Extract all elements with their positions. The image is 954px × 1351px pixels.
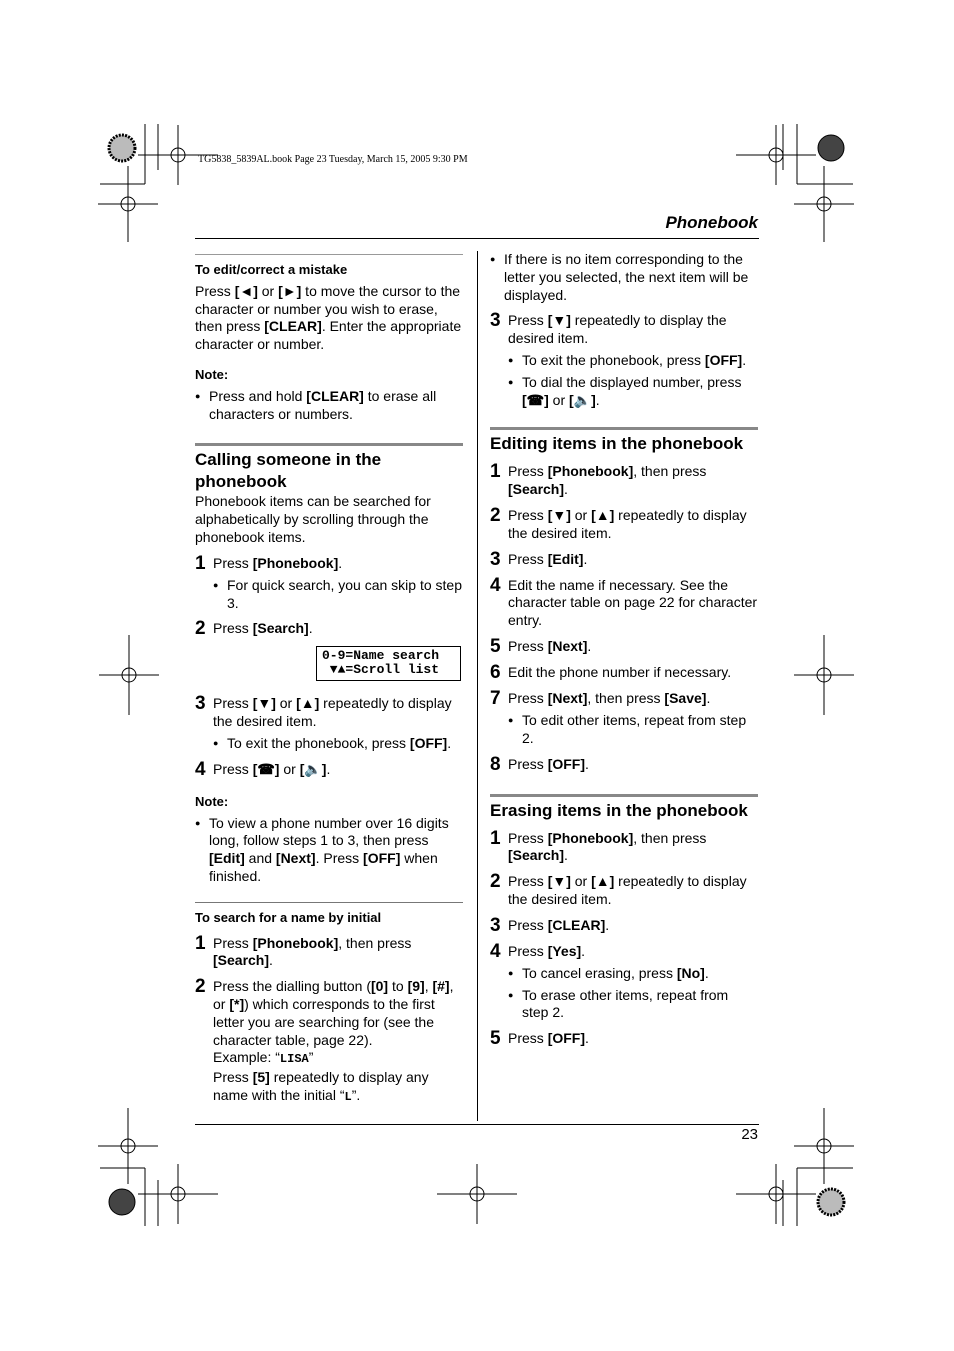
- text-run: ”.: [351, 1086, 361, 1103]
- step-number: 1: [195, 552, 206, 574]
- bullet-item: [508, 712, 758, 748]
- step-text: [213, 620, 463, 638]
- key-label: [0]: [370, 978, 389, 995]
- step-text: [508, 690, 758, 708]
- page-number: 23: [741, 1126, 758, 1143]
- step-number: 4: [490, 574, 501, 596]
- edit-mistake-title: To edit/correct a mistake: [195, 262, 348, 277]
- text-run: or: [257, 282, 279, 299]
- step-text: [508, 756, 758, 774]
- key-label: [Phonebook]: [252, 554, 339, 571]
- step-number: 1: [195, 932, 206, 954]
- text-run: or: [570, 873, 592, 890]
- key-label: [▼]: [547, 312, 571, 329]
- key-label: [No]: [676, 964, 705, 981]
- bullet-item: [213, 577, 463, 613]
- text-run: Press: [508, 689, 548, 706]
- key-label: [Search]: [508, 481, 565, 498]
- bullet-icon: ●: [508, 714, 514, 725]
- step-text: [213, 761, 463, 779]
- text-run: If there is no item corresponding to the letter you selected, the next item will be displayed.: [504, 251, 749, 303]
- text-run: repeatedly to display the desired item.: [508, 506, 747, 541]
- text-run: .: [706, 689, 711, 706]
- text-run: or: [275, 695, 297, 712]
- bullet-text: [227, 577, 463, 613]
- key-label: [Save]: [664, 689, 707, 706]
- text-run: Press: [213, 620, 253, 637]
- bullet-text: [522, 965, 758, 983]
- text-run: to: [388, 978, 408, 995]
- step-text: [508, 577, 758, 630]
- text-run: .: [269, 952, 273, 969]
- text-run: .: [585, 1030, 589, 1047]
- lcd-display: 0-9=Name search ▼▲=Scroll list: [316, 646, 461, 681]
- text-run: to erase all characters or numbers.: [209, 387, 437, 422]
- key-label: [OFF]: [547, 755, 586, 772]
- text-run: repeatedly to display any name with the initial “: [213, 1069, 429, 1103]
- text-run: .: [585, 755, 589, 772]
- text-run: Press and hold: [209, 387, 307, 404]
- text-run: Edit the phone number if necessary.: [508, 663, 732, 680]
- footer-rule: [195, 1124, 759, 1125]
- text-run: Press the dialling button (: [213, 978, 371, 995]
- step-text: [508, 1030, 758, 1048]
- bullet-icon: ●: [213, 737, 219, 748]
- calling-steps: [195, 552, 463, 780]
- step-text: [213, 555, 463, 573]
- bullet-icon: ●: [508, 354, 514, 365]
- text-run: ,: [424, 978, 433, 995]
- text-run: .: [326, 760, 331, 777]
- step-item: [490, 463, 758, 499]
- initial-search-steps: [195, 932, 463, 1107]
- text-run: and: [244, 850, 276, 867]
- display-text: LISA: [279, 1052, 309, 1067]
- text-run: repeatedly to display the desired item.: [213, 695, 452, 730]
- text-run: ) which corresponds to the first letter you are searching for (see the character table, page 22).: [213, 995, 435, 1048]
- text-run: .: [564, 847, 568, 864]
- key-label: [Edit]: [209, 850, 245, 867]
- erasing-title: Erasing items in the phonebook: [490, 794, 758, 822]
- step-item: [490, 504, 758, 543]
- text-run: Example: “: [213, 1049, 280, 1066]
- key-label: [▲]: [591, 506, 615, 523]
- step-text: [213, 978, 463, 1107]
- text-run: .: [704, 964, 709, 981]
- bullet-item: [490, 251, 758, 304]
- bullet-item: [508, 374, 758, 410]
- text-run: , then press: [587, 689, 665, 706]
- left-column: [195, 254, 463, 1107]
- text-run: .: [742, 351, 747, 368]
- step-number: 1: [490, 461, 501, 483]
- step-item: [490, 635, 758, 657]
- erasing-steps: [490, 827, 758, 1050]
- text-run: , then press: [338, 934, 412, 951]
- key-label: [OFF]: [704, 351, 743, 368]
- calling-title: Calling someone in the phonebook: [195, 443, 463, 493]
- step-item: [490, 687, 758, 748]
- key-label: [Phonebook]: [547, 463, 634, 480]
- key-label: [5]: [252, 1069, 270, 1086]
- key-label: [Search]: [508, 847, 565, 864]
- key-label: [►]: [278, 282, 302, 299]
- key-label: [Next]: [547, 689, 588, 706]
- text-run: To edit other items, repeat from step 2.: [522, 711, 747, 746]
- text-run: To view a phone number over 16 digits long, follow steps 1 to 3, then press: [209, 814, 449, 849]
- text-run: .: [581, 942, 586, 959]
- step-number: 2: [490, 871, 501, 893]
- key-label: [*]: [229, 995, 245, 1012]
- step-number: 3: [490, 914, 501, 936]
- step-text: [508, 312, 758, 348]
- text-run: To erase other items, repeat from step 2.: [522, 986, 729, 1021]
- key-label: [▲]: [296, 695, 320, 712]
- step-item: [490, 873, 758, 909]
- step-item: [490, 753, 758, 775]
- text-run: Press: [508, 873, 548, 890]
- step-text: [213, 935, 463, 971]
- bullet-icon: ●: [213, 579, 219, 590]
- text-run: , then press: [633, 463, 707, 480]
- key-label: [☎]: [252, 760, 280, 777]
- key-label: [CLEAR]: [306, 387, 364, 404]
- text-run: Press: [508, 506, 548, 523]
- step-text: [508, 507, 758, 543]
- step-item: [195, 932, 463, 971]
- step-item: [195, 620, 463, 681]
- bullet-item: [213, 735, 463, 753]
- text-run: repeatedly to display the desired item.: [508, 312, 727, 347]
- key-label: [Edit]: [547, 550, 584, 567]
- step-number: 8: [490, 753, 501, 775]
- step-text: [508, 917, 758, 935]
- step-number: 6: [490, 661, 501, 683]
- step-number: 5: [490, 635, 501, 657]
- step-item: [490, 548, 758, 570]
- text-run: or: [548, 391, 569, 408]
- step-item: [490, 827, 758, 866]
- key-label: [▼]: [252, 695, 276, 712]
- key-label: [9]: [407, 978, 425, 995]
- bullet-text: [504, 251, 758, 304]
- bullet-text: [522, 374, 758, 410]
- note-list: [195, 388, 463, 424]
- bullet-text: [522, 352, 758, 370]
- step-text: [508, 638, 758, 656]
- key-label: [CLEAR]: [547, 916, 606, 933]
- step-text: [508, 664, 758, 682]
- key-label: [▲]: [591, 873, 615, 890]
- bullet-icon: ●: [195, 390, 201, 401]
- text-run: Press: [213, 760, 253, 777]
- key-label: [#]: [432, 978, 450, 995]
- step-text: [213, 695, 463, 731]
- bullet-item: [195, 815, 463, 886]
- step-item: [490, 574, 758, 630]
- key-label: [Search]: [213, 952, 270, 969]
- text-run: Press: [508, 942, 548, 959]
- bullet-item: [195, 388, 463, 424]
- step-item: [195, 695, 463, 752]
- right-column: [490, 247, 758, 1048]
- key-label: [OFF]: [363, 850, 401, 867]
- step-item: [490, 914, 758, 936]
- key-label: [Yes]: [547, 942, 582, 959]
- text-run: repeatedly to display the desired item.: [508, 873, 747, 907]
- text-run: .: [308, 620, 313, 637]
- text-run: To exit the phonebook, press: [227, 734, 410, 751]
- header-rule: [195, 238, 759, 239]
- print-metadata: TG5838_5839AL.book Page 23 Tuesday, March 15, 2005 9:30 PM: [198, 154, 468, 165]
- text-run: Press: [508, 312, 548, 329]
- step-text: [508, 830, 758, 866]
- text-run: .: [583, 550, 588, 567]
- step-number: 1: [490, 827, 501, 849]
- text-run: Edit the name if necessary. See the character table on page 22 for character entry.: [508, 576, 758, 629]
- step-item: [195, 552, 463, 613]
- note-label: Note:: [195, 793, 229, 809]
- step-number: 3: [490, 310, 501, 332]
- note-list: [195, 815, 463, 886]
- text-run: Press: [508, 829, 548, 846]
- text-run: Press: [213, 934, 253, 951]
- bullet-icon: ●: [508, 376, 514, 387]
- text-run: ”: [308, 1049, 314, 1066]
- key-label: [◄]: [234, 282, 258, 299]
- step-item: [195, 978, 463, 1107]
- text-run: Press: [213, 695, 253, 712]
- key-label: [OFF]: [409, 734, 448, 751]
- text-run: . Enter the appropriate character or number.: [195, 318, 462, 353]
- text-run: To dial the displayed number, press: [522, 373, 742, 390]
- text-run: To exit the phonebook, press: [522, 351, 705, 368]
- edit-mistake-body: [195, 283, 463, 354]
- text-run: Press: [213, 554, 253, 571]
- step-number: 2: [490, 504, 501, 526]
- bullet-icon: ●: [508, 989, 514, 1000]
- editing-steps: [490, 463, 758, 773]
- text-run: to move the cursor to the character or number you wish to erase, then press: [195, 282, 461, 335]
- key-label: [Next]: [547, 637, 588, 654]
- step-item: [490, 940, 758, 1022]
- step-number: 3: [195, 693, 206, 715]
- step-item: [490, 661, 758, 683]
- step-number: 4: [195, 758, 206, 780]
- step-text: [508, 943, 758, 961]
- text-run: Press: [195, 282, 235, 299]
- bullet-text: [522, 987, 758, 1023]
- bullet-icon: ●: [508, 967, 514, 978]
- step-item: [195, 758, 463, 780]
- continued-bullets: [490, 251, 758, 304]
- key-label: [🔈]: [569, 391, 596, 408]
- text-run: Press: [508, 755, 548, 772]
- text-run: .: [447, 734, 452, 751]
- bullet-text: [227, 735, 463, 753]
- text-run: when finished.: [209, 850, 438, 884]
- step-number: 2: [195, 618, 206, 640]
- key-label: [▼]: [547, 873, 571, 890]
- step-item: [490, 1030, 758, 1048]
- text-run: .: [338, 554, 343, 571]
- step-number: 4: [490, 940, 501, 962]
- text-run: Press: [508, 550, 548, 567]
- bullet-item: [508, 352, 758, 370]
- text-run: Press: [508, 637, 548, 654]
- text-run: Press: [508, 1030, 548, 1047]
- editing-title: Editing items in the phonebook: [490, 427, 758, 455]
- text-run: .: [564, 481, 568, 498]
- key-label: [Search]: [252, 620, 309, 637]
- text-run: or: [570, 506, 592, 523]
- step-number: 7: [490, 687, 501, 709]
- note-label: Note:: [195, 366, 229, 382]
- section-title: Phonebook: [665, 213, 758, 232]
- bullet-icon: ●: [490, 254, 496, 264]
- step-text: [508, 873, 758, 909]
- bullet-text: [209, 815, 463, 886]
- key-label: [Phonebook]: [547, 829, 634, 846]
- bullet-icon: ●: [195, 817, 201, 828]
- step-text: [508, 463, 758, 499]
- key-label: [Next]: [275, 850, 316, 867]
- text-run: .: [605, 916, 610, 933]
- bullet-item: [508, 987, 758, 1023]
- text-run: For quick search, you can skip to step 3.: [227, 576, 462, 611]
- step-text: [508, 551, 758, 569]
- bullet-item: [508, 965, 758, 983]
- text-run: Press: [508, 463, 548, 480]
- key-label: [▼]: [547, 506, 571, 523]
- text-run: .: [587, 637, 592, 654]
- bullet-text: [209, 388, 463, 424]
- bullet-text: [522, 712, 758, 748]
- step-item: [490, 312, 758, 409]
- key-label: [🔈]: [299, 760, 327, 777]
- text-run: or: [279, 760, 300, 777]
- text-run: Press: [213, 1069, 253, 1086]
- key-label: [CLEAR]: [264, 318, 322, 335]
- text-run: .: [595, 391, 600, 408]
- key-label: [Phonebook]: [252, 934, 339, 951]
- text-run: , or: [213, 978, 454, 1012]
- text-run: . Press: [315, 850, 364, 867]
- text-run: , then press: [633, 829, 707, 846]
- display-text: L: [344, 1089, 352, 1104]
- text-run: To cancel erasing, press: [522, 964, 677, 981]
- key-label: [☎]: [522, 391, 549, 408]
- continued-steps: [490, 312, 758, 409]
- key-label: [OFF]: [547, 1030, 586, 1047]
- step-number: 2: [195, 976, 206, 998]
- step-number: 3: [490, 548, 501, 570]
- calling-intro: Phonebook items can be searched for alphabetically by scrolling through the phonebook items.: [195, 493, 431, 545]
- initial-search-title: To search for a name by initial: [195, 909, 382, 925]
- column-divider: [477, 251, 478, 1121]
- step-number: 5: [490, 1028, 501, 1050]
- text-run: Press: [508, 916, 548, 933]
